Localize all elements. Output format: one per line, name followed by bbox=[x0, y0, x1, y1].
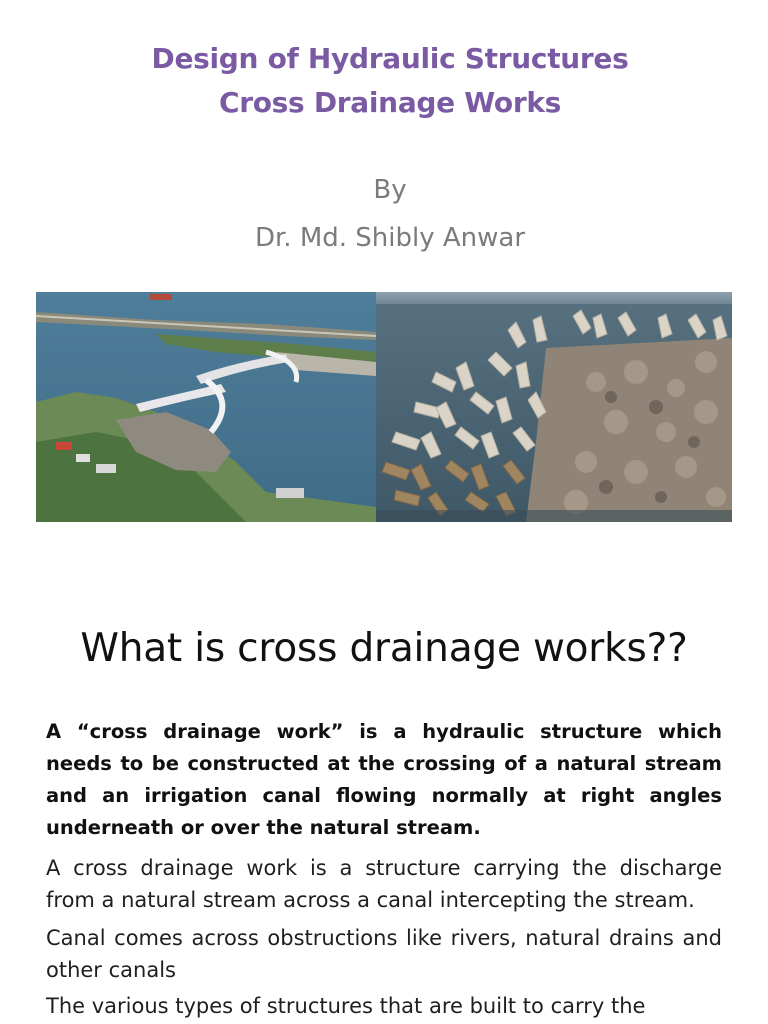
types-text: The various types of structures that are built to carry the bbox=[46, 994, 646, 1018]
definition-slide bbox=[0, 560, 768, 1024]
definition-text: A “cross drainage work” is a hydraulic structure which needs to be constructed at the crossing of a natural stream and an irrigation canal flowing normally at right angles underneath or over the natural stream. bbox=[46, 720, 722, 839]
title-line-2: Cross Drainage Works bbox=[218, 86, 562, 119]
paragraph-types bbox=[46, 990, 722, 1022]
paragraph-definition bbox=[46, 716, 722, 844]
title-line-1: Design of Hydraulic Structures bbox=[151, 42, 629, 75]
paragraph-obstructions bbox=[46, 922, 722, 986]
storm-surge-barrier-photo bbox=[36, 292, 376, 522]
obstructions-text: Canal comes across obstructions like rivers, natural drains and other canals bbox=[46, 926, 722, 982]
structure-text: A cross drainage work is a structure carrying the discharge from a natural stream across a canal intercepting the stream. bbox=[46, 856, 722, 912]
breakwater-photo bbox=[376, 292, 732, 522]
slide-heading: What is cross drainage works?? bbox=[80, 626, 688, 671]
by-label: By bbox=[373, 175, 407, 205]
author-name: Dr. Md. Shibly Anwar bbox=[254, 223, 526, 253]
paragraph-structure bbox=[46, 852, 722, 916]
